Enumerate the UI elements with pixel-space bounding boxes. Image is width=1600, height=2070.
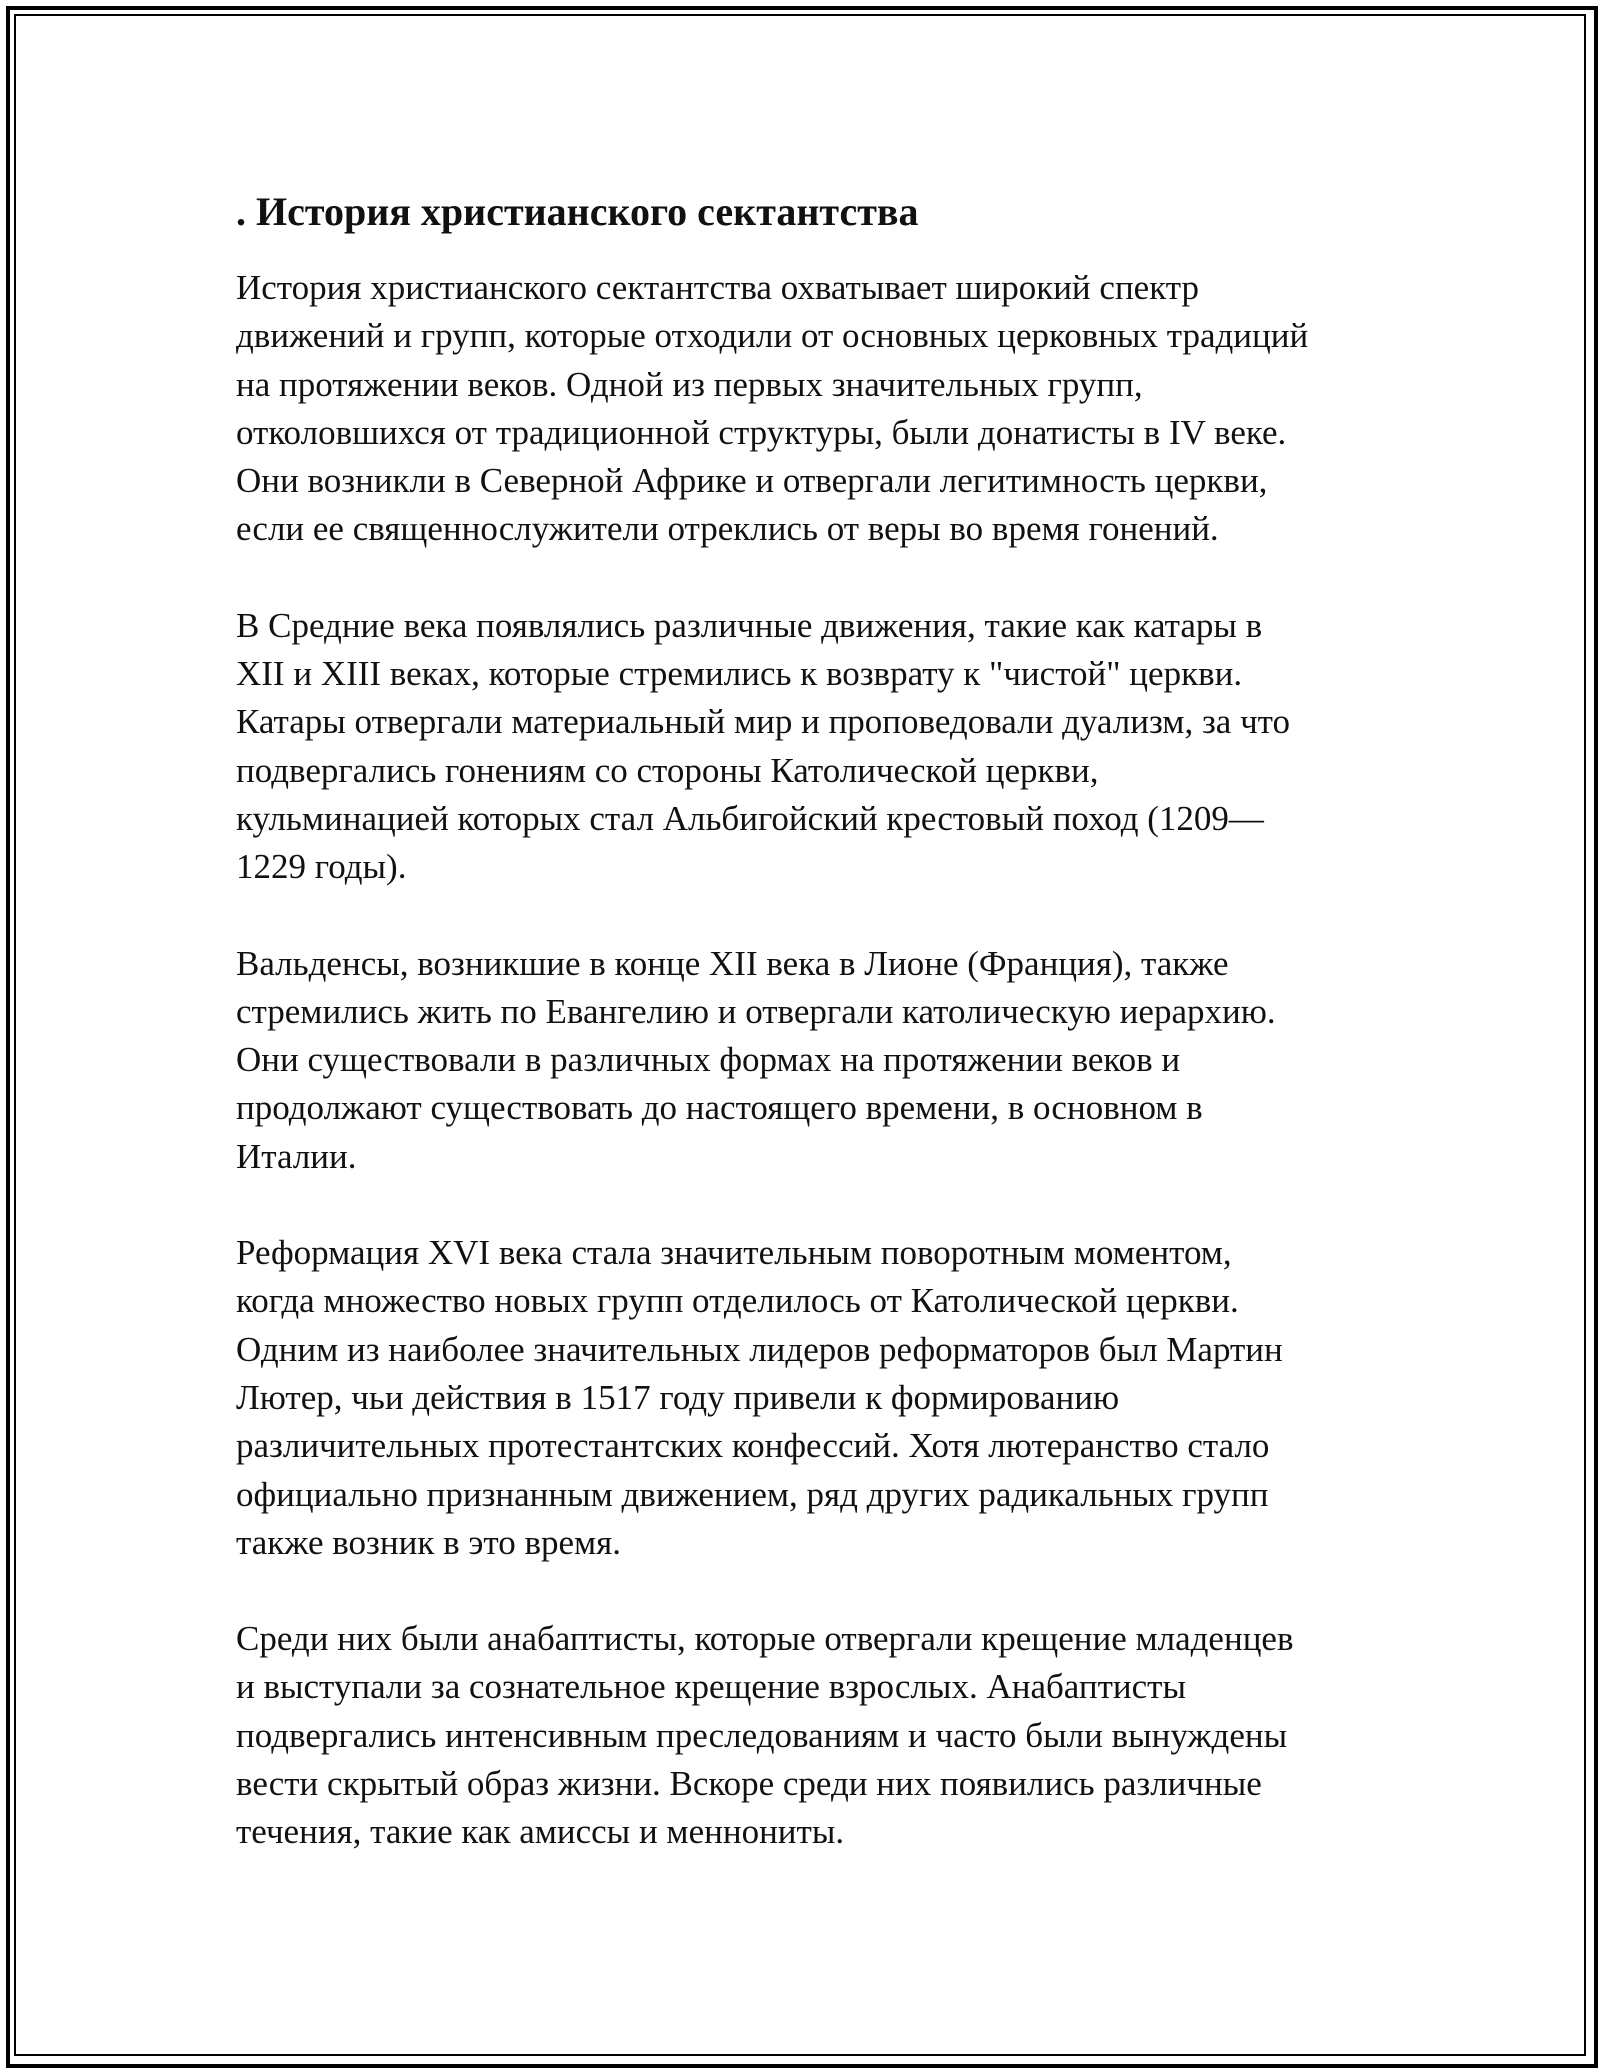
text-line: и выступали за сознательное крещение взрослых. Анабаптисты [236, 1667, 1186, 1707]
text-line: История христианского сектантства охватывает широкий спектр [236, 268, 1199, 307]
text-line: движений и групп, которые отходили от основных церковных традиций [236, 316, 1309, 356]
text-line: продолжают существовать до настоящего времени, в основном в [236, 1088, 1203, 1128]
paragraph-reformation [236, 1229, 1386, 1567]
text-line: XII и XIII веках, которые стремились к возврату к "чистой" церкви. [236, 654, 1243, 694]
text-line: стремились жить по Евангелию и отвергали католическую иерархию. [236, 991, 1276, 1031]
text-line: подвергались интенсивным преследованиям и часто были вынуждены [236, 1715, 1288, 1755]
text-line: Они существовали в различных формах на протяжении веков и [236, 1040, 1181, 1080]
text-line: официально признанным движением, ряд других радикальных групп [236, 1474, 1269, 1514]
text-line: Реформация XVI века стала значительным поворотным моментом, [236, 1233, 1232, 1273]
paragraph-cathars [236, 602, 1386, 892]
text-line: когда множество новых групп отделилось от Католической церкви. [236, 1281, 1239, 1321]
text-line: Катары отвергали материальный мир и проповедовали дуализм, за что [236, 702, 1290, 742]
document-body [236, 186, 1386, 1905]
text-line: вести скрытый образ жизни. Вскоре среди них появились различные [236, 1764, 1262, 1804]
text-line: подвергались гонениям со стороны Католической церкви, [236, 750, 1099, 790]
paragraph-anabaptists [236, 1615, 1386, 1856]
text-line: В Средние века появлялись различные движения, такие как катары в [236, 605, 1263, 645]
text-line: Они возникли в Северной Африке и отвергали легитимность церкви, [236, 461, 1268, 501]
text-line: кульминацией которых стал Альбигойский крестовый поход (1209— [236, 798, 1264, 838]
paragraph-waldensians [236, 940, 1386, 1181]
text-line: течения, такие как амиссы и меннониты. [236, 1812, 845, 1852]
text-line: на протяжении веков. Одной из первых значительных групп, [236, 364, 1143, 404]
text-line: Одним из наиболее значительных лидеров реформаторов был Мартин [236, 1329, 1283, 1369]
text-line: отколовшихся от традиционной структуры, были донатисты в IV веке. [236, 412, 1287, 452]
text-line: Лютер, чьи действия в 1517 году привели к формированию [236, 1377, 1120, 1417]
text-line: также возник в это время. [236, 1522, 622, 1562]
paragraph-donatists [236, 264, 1386, 554]
text-line: 1229 годы). [236, 847, 407, 887]
text-line: если ее священнослужители отреклись от веры во время гонений. [236, 509, 1219, 549]
text-line: Среди них были анабаптисты, которые отвергали крещение младенцев [236, 1619, 1294, 1659]
text-line: Италии. [236, 1136, 357, 1176]
section-title: . История христианского сектантства [236, 189, 919, 234]
text-line: различительных протестантских конфессий. Хотя лютеранство стало [236, 1426, 1270, 1466]
text-line: Вальденсы, возникшие в конце XII века в Лионе (Франция), также [236, 943, 1229, 983]
